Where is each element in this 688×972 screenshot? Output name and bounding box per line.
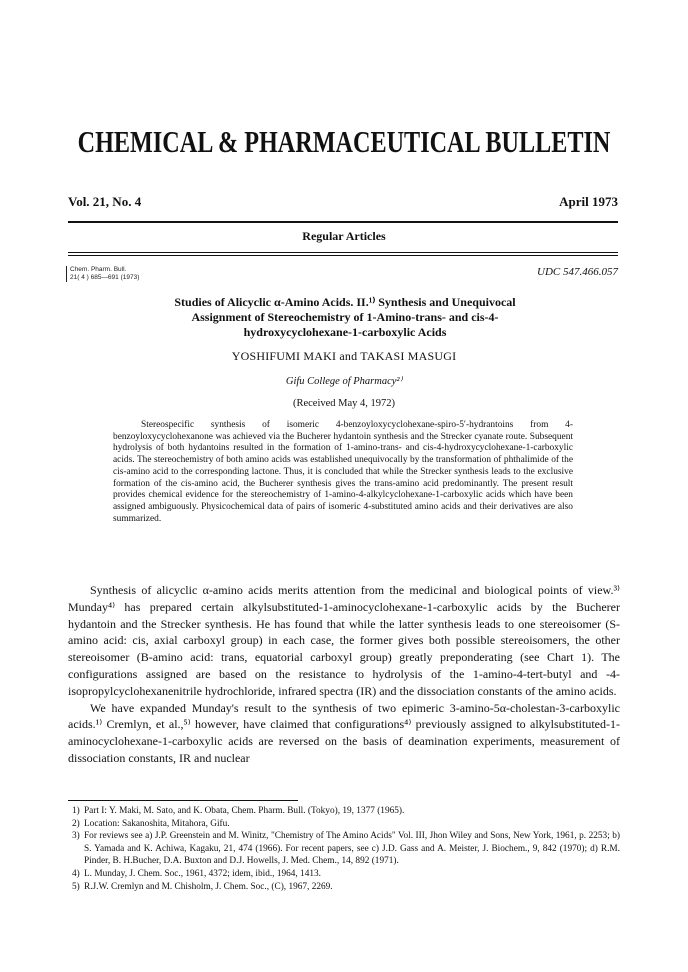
received-date: (Received May 4, 1972) bbox=[292, 398, 396, 409]
section-rule-top bbox=[68, 252, 618, 253]
section-label: Regular Articles bbox=[302, 229, 386, 243]
journal-title: CHEMICAL & PHARMACEUTICAL BULLETIN bbox=[77, 124, 611, 159]
footnote: 1) Part I: Y. Maki, M. Sato, and K. Obata, Chem. Pharm. Bull. (Tokyo), 19, 1377 (1965). bbox=[72, 806, 405, 816]
article-title-line-2: Assignment of Stereochemistry of 1-Amino-trans- and cis-4- bbox=[191, 310, 499, 324]
section-rule-bottom bbox=[68, 255, 618, 256]
article-title bbox=[110, 295, 580, 340]
footnote-rule bbox=[68, 800, 298, 801]
header-rule bbox=[68, 221, 618, 223]
article-title-line-3: hydroxycyclohexane-1-carboxylic Acids bbox=[243, 325, 447, 339]
issue-info-row bbox=[68, 194, 618, 210]
citation-box bbox=[66, 266, 139, 282]
affiliation: Gifu College of Pharmacy²⁾ bbox=[285, 376, 403, 387]
body-paragraph-1: Synthesis of alicyclic α-amino acids merits attention from the medicinal and biological points of view.³⁾ Munday⁴⁾ has prepared certain alkylsubstituted-1-aminocyclohexane-1-carboxylic acids by the Bucherer hydantoin and the Strecker synthesis. He has found that while the latter synthesis leads to one stereoisomer (S-amino acid: cis, axial carboxyl group) in each case, the former gives both possible stereoisomers, the other stereoisomer (B-amino acid: trans, equatorial carboxyl group) greatly preponderating (see Chart 1). The configurations assigned are based on the resistance to hydrolysis of the 1-amino-4-tert-butyl and -4-isopropylcyclohexanenitrile hydrochloride, infrared spectra (IR) and the dissociation constants of the amino acids. bbox=[68, 583, 620, 698]
article-title-line-1: Studies of Alicyclic α-Amino Acids. II.¹⁾ Synthesis and Unequivocal bbox=[174, 295, 516, 309]
body-text bbox=[68, 582, 620, 767]
citation-pages: 21( 4 ) 685—691 (1973) bbox=[70, 274, 140, 281]
footnote: 2) Location: Sakanoshita, Mitahora, Gifu. bbox=[72, 818, 230, 829]
citation-journal: Chem. Pharm. Bull. bbox=[70, 266, 127, 273]
abstract: Stereospecific synthesis of isomeric 4-benzoyloxycyclohexane-spiro-5′-hydrantoins from 4-benzoyloxycyclohexanone was achieved via the Bucherer hydantoin synthesis and the Strecker cyanate route. Subsequent hydrolysis of both hydantoins resulted in the formation of 1-amino-trans- and cis-4-hydroxycyclohexane-1-carboxylic acids. The stereochemistry of both amino acids was established unequivocally by the transformation of phthalimide of the cis-amino acid to the corresponding lactone. Thus, it is concluded that while the Strecker synthesis leads to the exclusive formation of the cis-amino acid, the Bucherer synthesis gives the trans-amino acid predominantly. The present result provides chemical evidence for the stereochemistry of 1-amino-4-alkylcyclohexane-1-carboxylic acids which have been assigned ambiguously. Physicochemical data of pairs of isomeric 4-substituted amino acids and their derivatives are also summarized. bbox=[113, 420, 573, 524]
footnotes bbox=[72, 805, 620, 893]
issue-date: April 1973 bbox=[559, 194, 618, 209]
volume-number: Vol. 21, No. 4 bbox=[68, 194, 142, 209]
authors: YOSHIFUMI MAKI and TAKASI MASUGI bbox=[231, 349, 457, 363]
footnote: 4) L. Munday, J. Chem. Soc., 1961, 4372; idem, ibid., 1964, 1413. bbox=[72, 868, 321, 879]
footnote: 3) For reviews see a) J.P. Greenstein and M. Winitz, "Chemistry of The Amino Acids" Vol. III, Jhon Wiley and Sons, New York, 1961, p. 2253; b) S. Yamada and K. Achiwa, Kagaku, 21, 474 (1966). For recent papers, see c) J.D. Gass and A. Meister, J. Biochem., 9, 842 (1970); d) R.M. Pinder, B. H.Bucher, D.A. Buxton and D.J. Howells, J. Med. Chem., 14, 892 (1971). bbox=[72, 831, 620, 867]
footnote: 5) R.J.W. Cremlyn and M. Chisholm, J. Chem. Soc., (C), 1967, 2269. bbox=[72, 881, 333, 892]
body-paragraph-2: We have expanded Munday's result to the synthesis of two epimeric 3-amino-5α-cholestan-3-carboxylic acids.¹⁾ Cremlyn, et al.,⁵⁾ however, have claimed that configurations⁴⁾ previously assigned to alkylsubstituted-1-aminocyclohexane-1-carboxylic acids are reversed on the basis of deamination experiments, measurement of dissociation constants, IR and nuclear bbox=[68, 700, 620, 765]
udc-code: UDC 547.466.057 bbox=[537, 266, 618, 278]
